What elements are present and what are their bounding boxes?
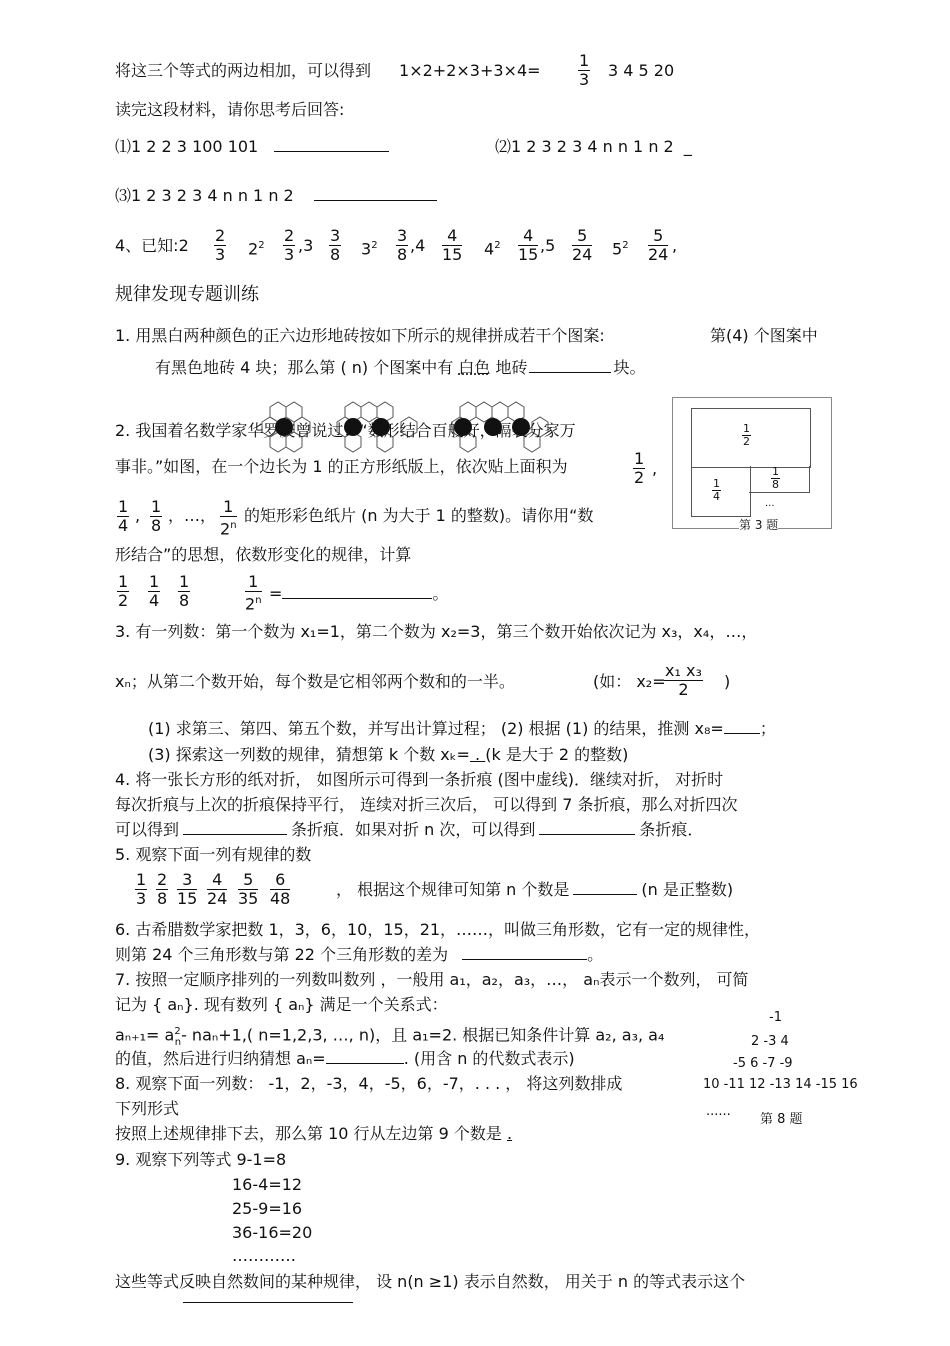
tri-row-4: 10 -11 12 -13 14 -15 16: [703, 1077, 858, 1092]
question-2: ⑵1 2 3 2 3 4 n n 1 n 2 _: [495, 137, 692, 156]
p5-frac: $\frac{1}{3}$: [136, 870, 147, 908]
p8-line1: 8. 观察下面一列数： -1，2，-3，4，-5，6，-7，. . . ， 将这列数排成: [115, 1074, 623, 1093]
answer-blank[interactable]: [183, 1302, 353, 1303]
answer-blank[interactable]: [539, 820, 635, 835]
p8-line3: 按照上述规律排下去，那么第 10 行从左边第 9 个数是 .: [115, 1124, 513, 1143]
p7-line3: $a_{n+1}= a^2_n-$ naₙ+1,( n=1,2,3, …, n)，且 a₁=2. 根据已知条件计算 a₂, a₃, a₄: [115, 1025, 665, 1048]
p9-eq: 36-16=20: [232, 1223, 313, 1242]
p2-frac: $\frac{1}{8}$: [151, 497, 162, 535]
figure-8-label: 第 8 题: [760, 1112, 803, 1127]
p6-line1: 6. 古希腊数学家把数 1，3，6，10，15，21，……，叫做三角形数，它有一定的规律性，: [115, 920, 761, 939]
p3-line1: 3. 有一列数：第一个数为 x₁=1，第二个数为 x₂=3，第三个数开始依次记为 x₃，x₄，…，: [115, 622, 758, 641]
p3-example-end: ): [724, 672, 731, 691]
figure-3-label: 第 3 题: [739, 518, 779, 532]
q4-frac: $\frac{2}{3}$: [284, 226, 295, 264]
q4-term: ,5: [540, 236, 556, 255]
q4-frac: $\frac{2}{3}$: [215, 226, 226, 264]
p1-line2: 有黑色地砖 4 块；那么第 ( n) 个图案中有 白色 地砖 块。: [155, 358, 646, 377]
p4-line2: 每次折痕与上次的折痕保持平行， 连续对折三次后， 可以得到 7 条折痕，那么对折四次: [115, 795, 738, 814]
p2-calc-frac: $\frac{1}{2}$: [118, 572, 129, 610]
p2-calc-frac: $\frac{1}{8}$: [179, 572, 190, 610]
q4-term: $4^2$: [484, 239, 501, 259]
p2-calc-frac-2n: $\frac{1}{2^n}$: [245, 572, 262, 614]
p5-frac: $\frac{3}{15}$: [177, 870, 198, 908]
p4-line1: 4. 将一张长方形的纸对折， 如图所示可得到一条折痕 (图中虚线)．继续对折， 对折时: [115, 770, 724, 789]
q4-frac: $\frac{3}{8}$: [330, 226, 341, 264]
q4-term: $3^2$: [361, 239, 378, 259]
p5-frac: $\frac{6}{48}$: [270, 870, 291, 908]
p3-sub1: (1) 求第三、第四、第五个数，并写出计算过程； (2) 根据 (1) 的结果，推测 x₈= ；: [148, 719, 776, 738]
answer-blank[interactable]: .: [469, 745, 486, 764]
p2-comma: ,: [652, 459, 658, 478]
answer-blank[interactable]: [529, 358, 611, 373]
p3-line2: xₙ；从第二个数开始，每个数是它相邻两个数和的一半。: [115, 672, 515, 691]
tri-row-1: -1: [769, 1010, 782, 1025]
q4-term: ,4: [410, 236, 426, 255]
p9-eq: 16-4=12: [232, 1175, 303, 1194]
q4-frac: $\frac{5}{24}$: [572, 226, 593, 264]
material-sum-line: 将这三个等式的两边相加，可以得到 1×2+2×3+3×4=: [115, 61, 541, 80]
q4-term: $5^2$: [612, 239, 629, 259]
p9-eq: 25-9=16: [232, 1199, 303, 1218]
answer-blank[interactable]: [274, 137, 389, 152]
p2-line4: 形结合”的思想，依数形变化的规律，计算: [115, 545, 412, 564]
p7-line4: 的值，然后进行归纳猜想 aₙ= . (用含 n 的代数式表示): [115, 1049, 575, 1068]
square-figure: [672, 397, 832, 532]
p2-calc-frac: $\frac{1}{4}$: [149, 572, 160, 610]
p9-last: 这些等式反映自然数间的某种规律， 设 n(n ≥1) 表示自然数， 用关于 n 的等式表示这个: [115, 1272, 746, 1291]
p5-frac: $\frac{2}{8}$: [157, 870, 168, 908]
answer-blank[interactable]: [314, 186, 437, 201]
tri-row-3: -5 6 -7 -9: [733, 1056, 793, 1071]
q4-frac: $\frac{4}{15}$: [518, 226, 539, 264]
p2-frac-half: $\frac{1}{2}$: [634, 449, 645, 487]
p9-line1: 9. 观察下列等式 9-1=8: [115, 1150, 287, 1169]
tri-row-5: ......: [706, 1104, 731, 1119]
q4-frac: $\frac{3}{8}$: [397, 226, 408, 264]
answer-blank[interactable]: .: [506, 1124, 513, 1143]
p6-line2: 则第 24 个三角形数与第 22 个三角形数的差为 。: [115, 945, 604, 964]
q4-frac: $\frac{5}{24}$: [648, 226, 669, 264]
p3-sub3: (3) 探索这一列数的规律，猜想第 k 个数 xₖ= . (k 是大于 2 的整数): [148, 745, 629, 764]
p7-line2: 记为 { aₙ}. 现有数列 { aₙ} 满足一个关系式：: [115, 995, 448, 1014]
answer-blank[interactable]: [724, 719, 760, 734]
p2-ellipsis: ，…，: [168, 506, 217, 525]
tri-row-2: 2 -3 4: [751, 1034, 789, 1049]
q4-term: ,: [672, 236, 678, 255]
answer-blank[interactable]: [326, 1049, 404, 1064]
question-4-label: 4、已知:2: [115, 236, 189, 255]
p5-frac: $\frac{4}{24}$: [207, 870, 228, 908]
question-3: ⑶1 2 3 2 3 4 n n 1 n 2: [115, 186, 437, 206]
answer-blank[interactable]: [573, 880, 637, 895]
p1-line1: 1. 用黑白两种颜色的正六边形地砖按如下所示的规律拼成若干个图案:: [115, 326, 605, 345]
p8-line2: 下列形式: [115, 1099, 180, 1118]
p2-line3: 的矩形彩色纸片 (n 为大于 1 的整数)。请你用“数: [244, 506, 594, 525]
sum-fraction: $\frac{1}{3}$: [579, 51, 590, 89]
cell-frac: $\frac{1}{8}$: [772, 465, 779, 491]
p2-sep: ,: [135, 506, 141, 525]
quarter-rect: [691, 466, 751, 517]
answer-blank[interactable]: [183, 820, 287, 835]
section-title: 规律发现专题训练: [115, 284, 259, 305]
p2-line1: 2. 我国着名数学家华罗庚曾说过：“数形结合百般好，隔裂分家万: [115, 421, 576, 440]
p4-line3: 可以得到 条折痕．如果对折 n 次，可以得到 条折痕．: [115, 820, 704, 839]
q4-frac: $\frac{4}{15}$: [442, 226, 463, 264]
p5-line1: 5. 观察下面一列有规律的数: [115, 845, 312, 864]
q4-term: $2^2$: [248, 239, 265, 259]
p2-line2: 事非。”如图，在一个边长为 1 的正方形纸版上，依次贴上面积为: [115, 457, 568, 476]
q4-term: ,3: [298, 236, 314, 255]
p1-line1-tail: 第(4) 个图案中: [710, 326, 818, 345]
p5-mid: ， 根据这个规律可知第 n 个数是 (n 是正整数): [336, 880, 734, 899]
cell-frac: $\frac{1}{2}$: [743, 422, 750, 448]
question-1: ⑴1 2 2 3 100 101: [115, 137, 389, 157]
p7-line1: 7. 按照一定顺序排列的一列数叫数列 ，一般用 a₁，a₂，a₃，…， aₙ表示一个数列， 可简: [115, 970, 749, 989]
cell-frac: $\frac{1}{4}$: [713, 477, 720, 503]
p2-frac: $\frac{1}{4}$: [118, 497, 129, 535]
p9-eq: …………: [232, 1246, 296, 1265]
answer-blank[interactable]: [462, 945, 587, 960]
eighth-rect: [749, 466, 810, 493]
p3-example-frac: $\frac{\text{x₁ x₃}}{2}$: [665, 661, 702, 699]
sum-tail: 3 4 5 20: [608, 61, 675, 80]
answer-blank[interactable]: [282, 584, 432, 599]
cell-dots: ...: [765, 498, 775, 509]
p2-frac-2n: $\frac{1}{2^n}$: [220, 497, 237, 539]
read-prompt: 读完这段材料，请你思考后回答:: [115, 100, 345, 119]
p3-example: (如： x₂=: [593, 672, 666, 691]
half-rect: [691, 408, 811, 468]
p5-frac: $\frac{5}{35}$: [238, 870, 259, 908]
p2-calc-eq: = 。: [269, 584, 449, 603]
